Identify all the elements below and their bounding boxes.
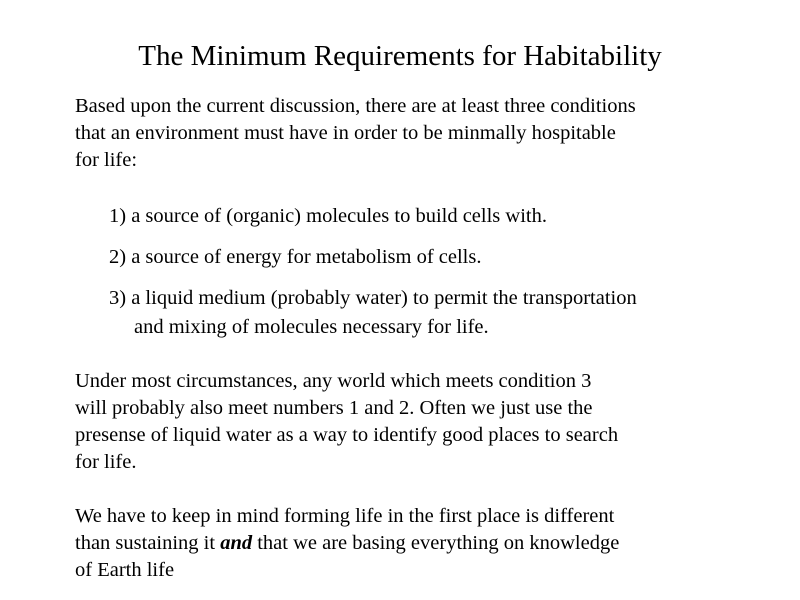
circumstances-line: for life. bbox=[75, 451, 137, 473]
caveat-line: of Earth life bbox=[75, 559, 175, 581]
circumstances-paragraph bbox=[75, 368, 755, 476]
caveat-text: than sustaining it bbox=[75, 532, 221, 554]
condition-item-1 bbox=[109, 202, 769, 231]
circumstances-line: will probably also meet numbers 1 and 2. Often we just use the bbox=[75, 397, 593, 419]
condition-line: 1) a source of (organic) molecules to build cells with. bbox=[109, 205, 547, 227]
condition-item-3 bbox=[109, 284, 769, 342]
caveat-emphasis: and bbox=[220, 532, 253, 554]
caveat-line: We have to keep in mind forming life in the first place is different bbox=[75, 505, 615, 527]
intro-line: that an environment must have in order to be minmally hospitable bbox=[75, 122, 616, 144]
caveat-text: that we are basing everything on knowledge bbox=[252, 532, 620, 554]
intro-line: Based upon the current discussion, there are at least three conditions bbox=[75, 95, 636, 117]
intro-line: for life: bbox=[75, 149, 138, 171]
circumstances-line: Under most circumstances, any world which meets condition 3 bbox=[75, 370, 592, 392]
caveat-line bbox=[75, 530, 755, 557]
slide-title: The Minimum Requirements for Habitability bbox=[138, 40, 662, 72]
condition-item-2 bbox=[109, 243, 769, 272]
intro-paragraph bbox=[75, 93, 755, 174]
condition-line: and mixing of molecules necessary for life. bbox=[134, 316, 489, 338]
condition-line: 2) a source of energy for metabolism of cells. bbox=[109, 246, 482, 268]
circumstances-line: presense of liquid water as a way to identify good places to search bbox=[75, 424, 619, 446]
caveat-paragraph bbox=[75, 503, 755, 584]
condition-line: 3) a liquid medium (probably water) to permit the transportation bbox=[109, 287, 637, 309]
